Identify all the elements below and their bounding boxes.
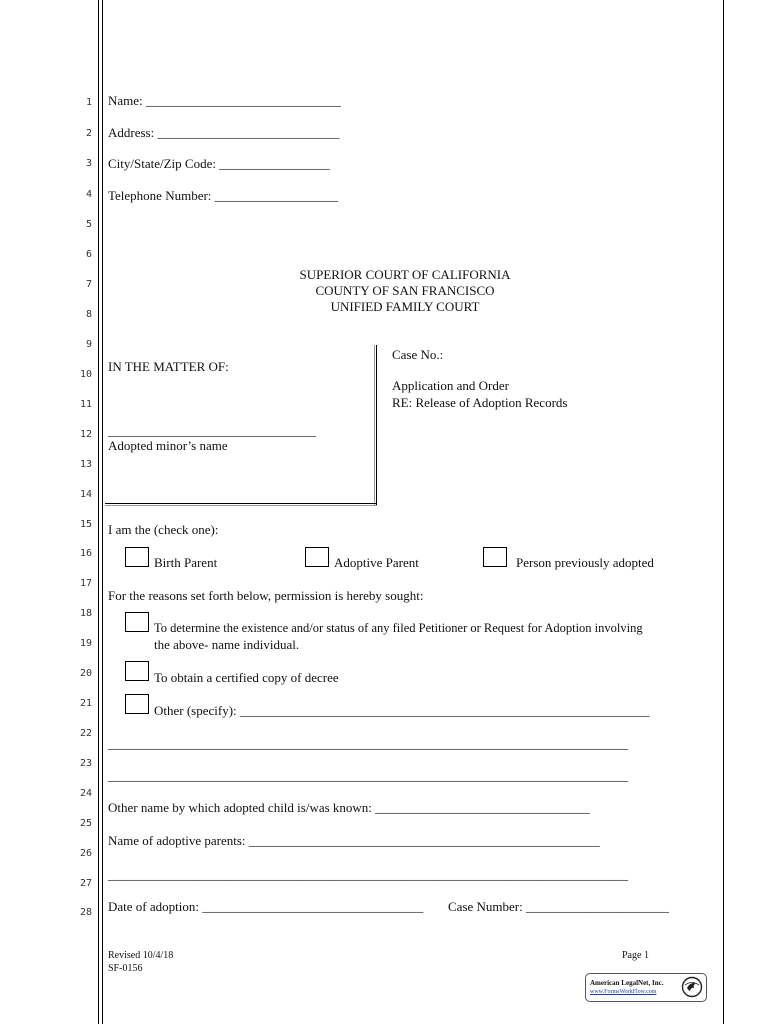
telephone-field[interactable]: Telephone Number: ___________________ [108, 188, 339, 203]
document-subtitle: RE: Release of Adoption Records [392, 395, 568, 410]
city-state-zip-field[interactable]: City/State/Zip Code: _________________ [108, 156, 330, 171]
case-number-label: Case No.: [392, 347, 444, 362]
document-title: Application and Order [392, 378, 509, 393]
determine-existence-label: To determine the existence and/or status of any filed Petitioner or Request for Adoption involving [154, 621, 643, 635]
matter-label: IN THE MATTER OF: [108, 359, 229, 374]
petitioner-role-prompt: I am the (check one): [108, 522, 219, 537]
caption-divider [374, 345, 375, 505]
adoptive-parent-label: Adoptive Parent [334, 555, 419, 570]
determine-existence-checkbox[interactable] [125, 612, 149, 632]
line-number: 22 [79, 728, 92, 739]
line-number: 21 [79, 698, 92, 709]
date-of-adoption-field[interactable]: Date of adoption: __________________________________ [108, 899, 424, 914]
line-number: 7 [85, 279, 92, 290]
line-number: 27 [79, 878, 92, 889]
margin-rule-left-inner [102, 0, 103, 1024]
adopted-minor-name-field[interactable]: ________________________________ [108, 423, 316, 438]
page-number: Page 1 [622, 950, 649, 961]
line-number: 12 [79, 429, 92, 440]
previously-adopted-checkbox[interactable] [483, 547, 507, 567]
publisher-logo [585, 973, 707, 1002]
line-number: 14 [79, 489, 92, 500]
adopted-minor-label: Adopted minor’s name [108, 438, 228, 453]
publisher-url[interactable]: www.FormsWorkFlow.com [590, 989, 657, 995]
birth-parent-label: Birth Parent [154, 555, 218, 570]
name-field[interactable]: Name: ______________________________ [108, 93, 341, 108]
line-number: 6 [85, 249, 92, 260]
line-number: 19 [79, 638, 92, 649]
other-specify-line[interactable]: ________________________________________________________________________________ [108, 768, 628, 783]
line-number: 2 [85, 128, 92, 139]
line-number: 4 [85, 189, 92, 200]
publisher-name: American LegalNet, Inc. [590, 979, 664, 987]
line-number: 18 [79, 608, 92, 619]
determine-existence-label-cont: the above- name individual. [154, 637, 300, 652]
adoptive-parent-checkbox[interactable] [305, 547, 329, 567]
court-name: SUPERIOR COURT OF CALIFORNIA [299, 267, 511, 282]
certified-copy-label: To obtain a certified copy of decree [154, 670, 339, 685]
court-division: UNIFIED FAMILY COURT [330, 299, 480, 314]
other-specify-field[interactable]: Other (specify): _______________________________________________________________ [154, 703, 650, 718]
margin-rule-left-outer [98, 0, 99, 1024]
line-number: 15 [79, 519, 92, 530]
margin-rule-right [723, 0, 724, 1024]
caption-bottom-rule [105, 503, 377, 504]
previously-adopted-label: Person previously adopted [516, 555, 654, 570]
court-county: COUNTY OF SAN FRANCISCO [315, 283, 495, 298]
revision-date: Revised 10/4/18 [108, 950, 174, 961]
other-reason-checkbox[interactable] [125, 694, 149, 714]
line-number: 10 [79, 369, 92, 380]
caption-divider [376, 345, 377, 505]
globe-icon [681, 976, 703, 998]
line-number: 16 [79, 548, 92, 559]
caption-bottom-rule [105, 505, 377, 506]
line-number: 25 [79, 818, 92, 829]
other-specify-line[interactable]: ________________________________________________________________________________ [108, 736, 628, 751]
line-number: 17 [79, 578, 92, 589]
line-number: 24 [79, 788, 92, 799]
line-number: 1 [85, 97, 92, 108]
case-number-field[interactable]: Case Number: ______________________ [448, 899, 669, 914]
line-number: 8 [85, 309, 92, 320]
reasons-prompt: For the reasons set forth below, permission is hereby sought: [108, 588, 424, 603]
line-number: 5 [85, 219, 92, 230]
line-number: 20 [79, 668, 92, 679]
line-number: 11 [79, 399, 92, 410]
line-number: 13 [79, 459, 92, 470]
other-name-field[interactable]: Other name by which adopted child is/was known: _________________________________ [108, 800, 590, 815]
adoptive-parents-line[interactable]: ________________________________________________________________________________ [108, 867, 628, 882]
adoptive-parents-field[interactable]: Name of adoptive parents: ______________________________________________________ [108, 833, 600, 848]
line-number: 3 [85, 158, 92, 169]
line-number: 23 [79, 758, 92, 769]
form-number: SF-0156 [108, 963, 143, 974]
certified-copy-checkbox[interactable] [125, 661, 149, 681]
address-field[interactable]: Address: ____________________________ [108, 125, 340, 140]
birth-parent-checkbox[interactable] [125, 547, 149, 567]
line-number: 26 [79, 848, 92, 859]
line-number: 28 [79, 907, 92, 918]
line-number: 9 [85, 339, 92, 350]
